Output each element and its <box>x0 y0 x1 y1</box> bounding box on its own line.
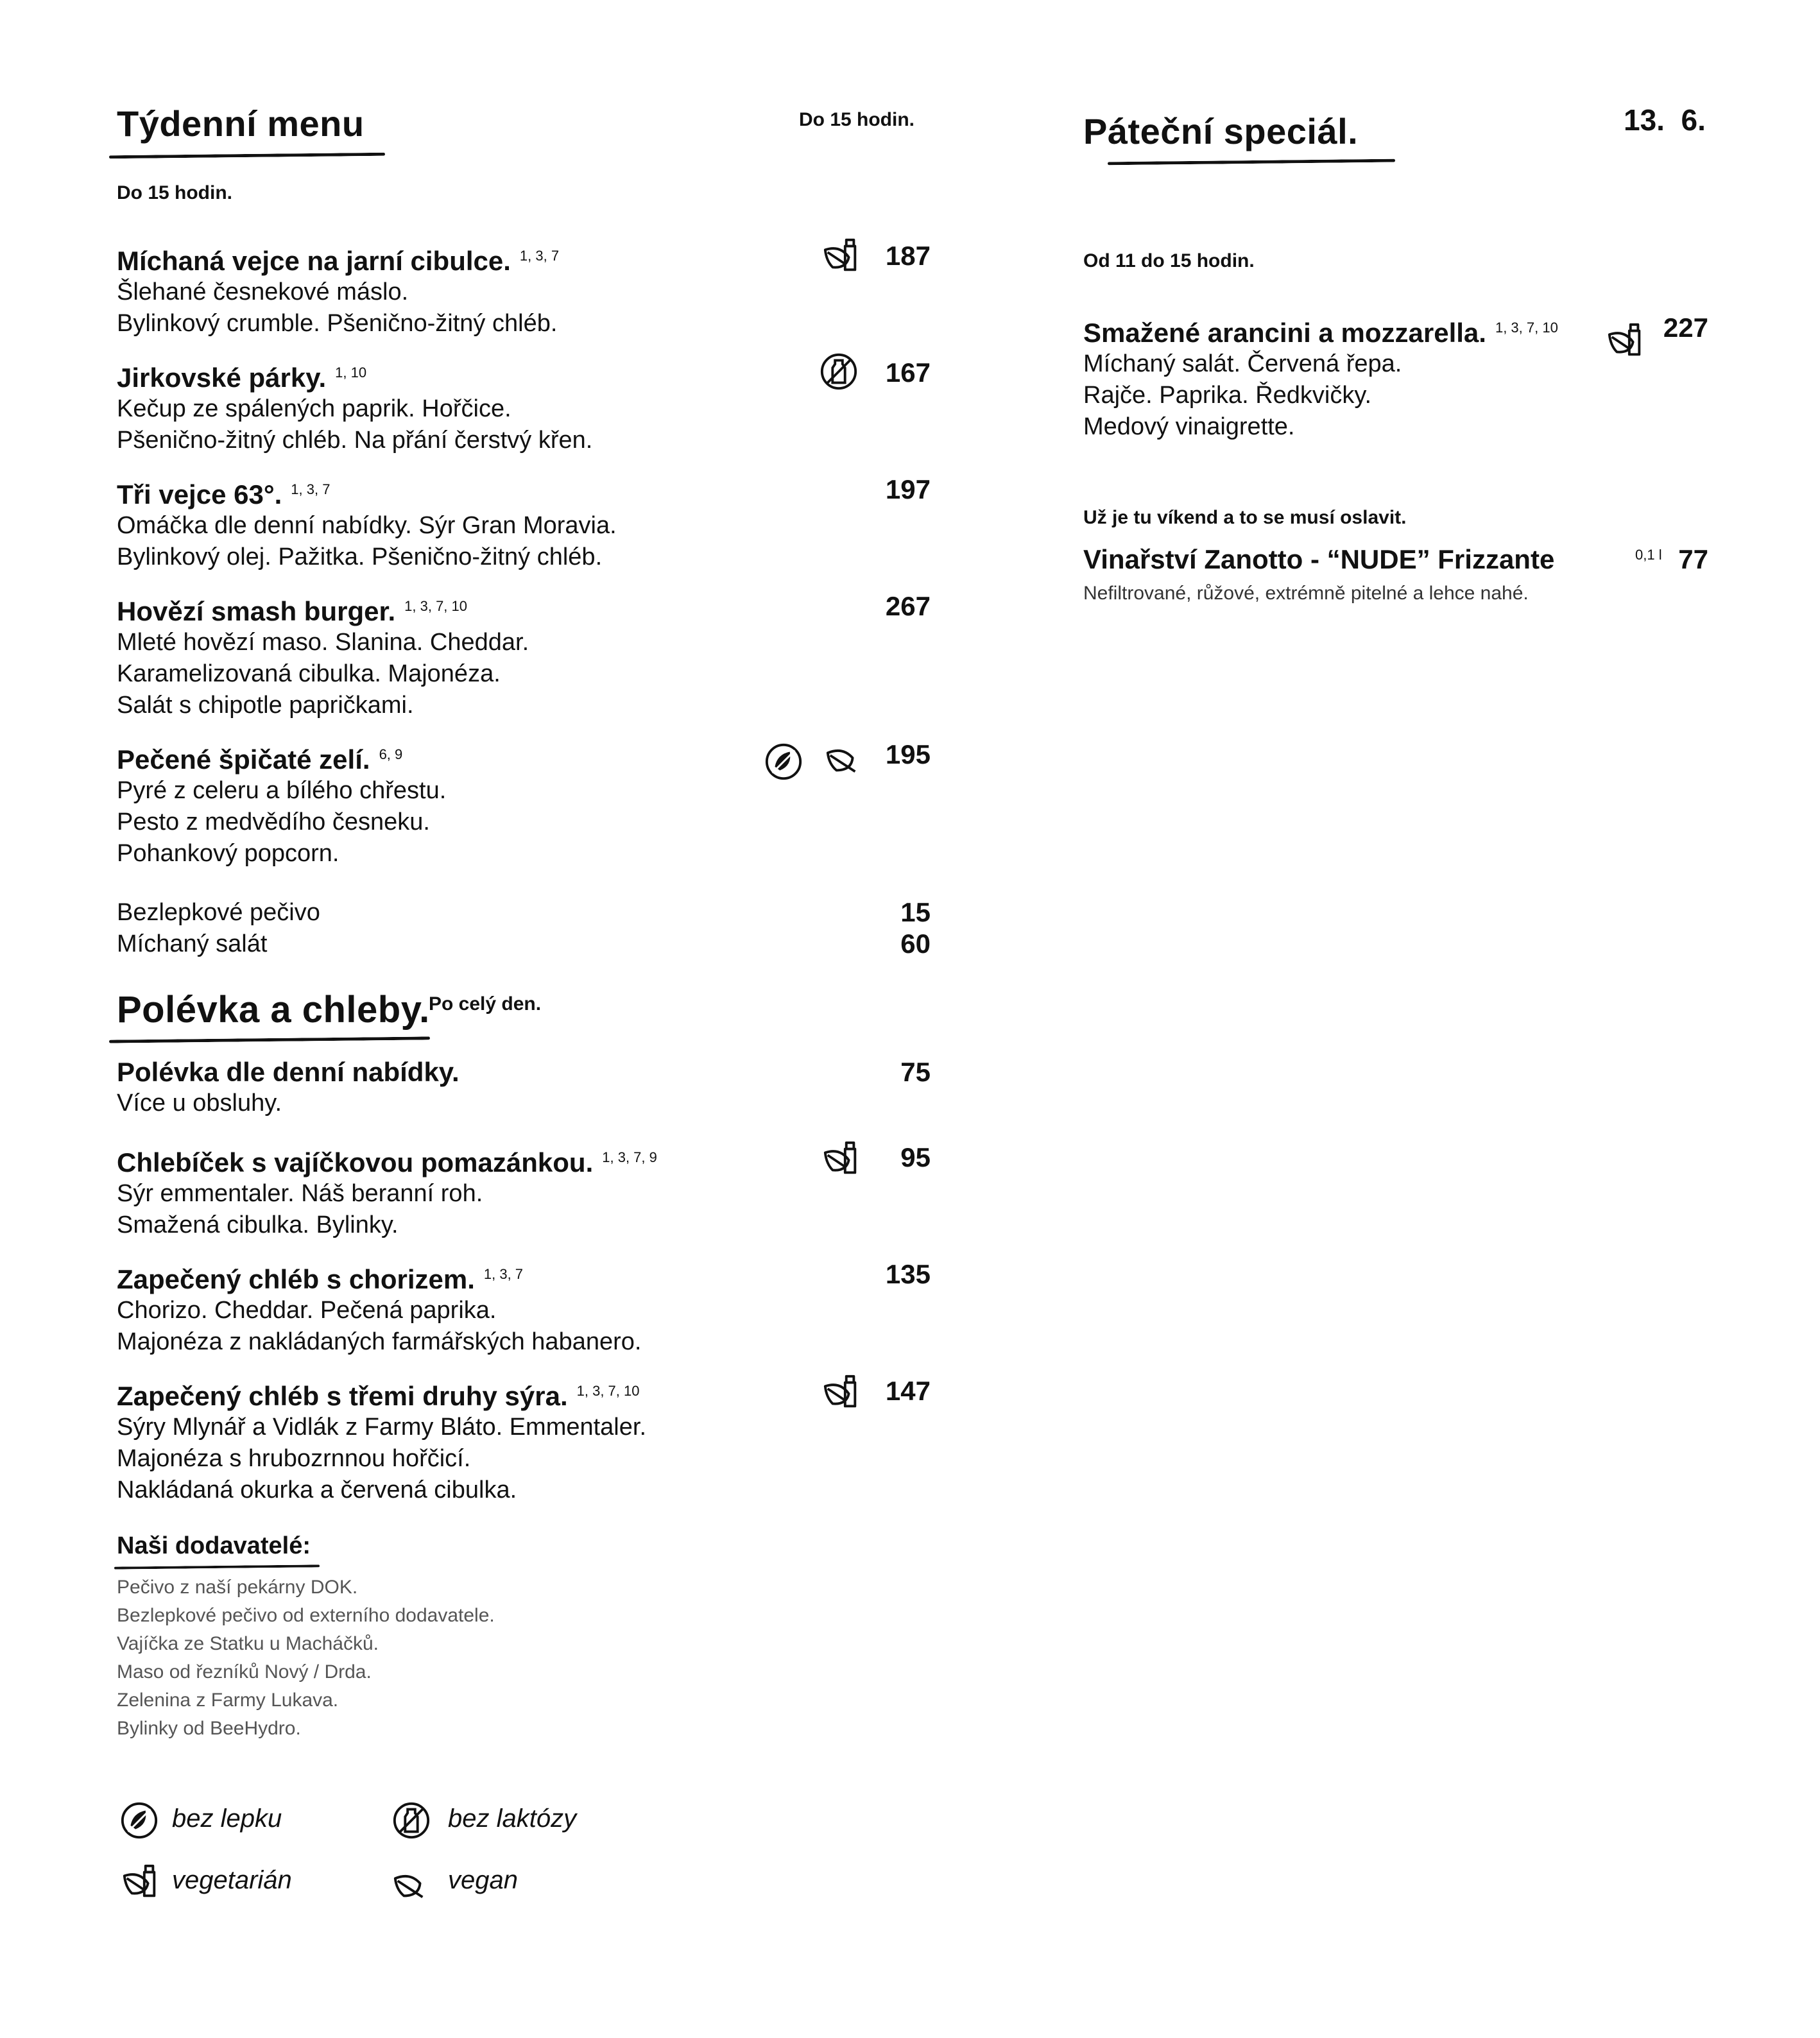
gluten-free-icon <box>764 742 803 782</box>
vegetarian-icon <box>121 1862 160 1902</box>
extra-item-name: Bezlepkové pečivo <box>117 899 320 926</box>
menu-item <box>117 474 932 573</box>
item-price: 267 <box>885 591 931 621</box>
item-desc-line: Chorizo. Cheddar. Pečená paprika. <box>117 1297 497 1324</box>
item-price: 227 <box>1663 313 1708 343</box>
item-name: Hovězí smash burger. <box>117 596 396 626</box>
item-desc-line: Majonéza s hrubozrnnou hořčicí. <box>117 1445 471 1472</box>
item-allergens: 1, 3, 7 <box>291 481 331 497</box>
item-name: Pečené špičaté zelí. <box>117 744 370 775</box>
item-name: Tři vejce 63°. <box>117 479 282 510</box>
vegan-icon <box>391 1865 431 1905</box>
item-allergens: 1, 3, 7 <box>483 1266 524 1282</box>
item-desc-line: Pohankový popcorn. <box>117 840 339 867</box>
item-desc-line: Smažená cibulka. Bylinky. <box>117 1212 399 1238</box>
wine-desc: Nefiltrované, růžové, extrémně pitelné a lehce nahé. <box>1083 583 1529 604</box>
menu-item <box>117 739 932 869</box>
supplier-line: Bezlepkové pečivo od externího dodavatele. <box>117 1605 495 1626</box>
item-desc-line: Bylinkový olej. Pažitka. Pšeničnо-žitný chléb. <box>117 544 603 570</box>
item-desc-line: Omáčka dle denní nabídky. Sýr Gran Moravia. <box>117 512 617 539</box>
item-allergens: 1, 3, 7 <box>519 248 560 264</box>
menu-item <box>117 357 932 456</box>
supplier-line: Zelenina z Farmy Lukava. <box>117 1690 339 1711</box>
wine-price: 77 <box>1678 544 1708 574</box>
extra-item-name: Míchaný salát <box>117 930 268 957</box>
item-desc-line: Šlehané česnekové máslo. <box>117 278 409 305</box>
item-desc-line: Míchaný salát. Červená řepa. <box>1083 350 1402 377</box>
item-name: Zapečený chléb s chorizem. <box>117 1264 475 1294</box>
weekly-hours: Do 15 hodin. <box>117 182 232 203</box>
soups-section-title: Polévka a chleby. <box>117 989 430 1031</box>
legend-label: bez lepku <box>172 1804 282 1833</box>
weekly-hours-top: Do 15 hodin. <box>799 109 914 130</box>
special-item <box>1083 313 1571 443</box>
wine-volume: 0,1 l <box>1635 547 1662 563</box>
supplier-line: Pečivo z naší pekárny DOK. <box>117 1577 358 1598</box>
item-price: 75 <box>900 1057 931 1087</box>
item-price: 147 <box>885 1376 931 1406</box>
item-name: Míchaná vejce na jarní cibulce. <box>117 246 511 276</box>
item-name: Zapečený chléb s třemi druhy sýra. <box>117 1381 568 1411</box>
item-desc-line: Více u obsluhy. <box>117 1090 282 1117</box>
item-desc-line: Pyré z celeru a bílého chřestu. <box>117 777 447 804</box>
suppliers-title: Naši dodavatelé: <box>117 1532 311 1559</box>
special-title: Páteční speciál. <box>1083 111 1359 151</box>
legend-label: bez laktózy <box>448 1804 577 1833</box>
item-desc-line: Pesto z medvědího česneku. <box>117 809 430 835</box>
menu-item <box>117 1259 932 1358</box>
menu-item <box>117 591 932 721</box>
soups-title-underline <box>109 1036 430 1043</box>
item-price: 197 <box>885 474 931 504</box>
soups-hours: Po celý den. <box>429 993 542 1015</box>
item-desc-line: Sýry Mlynář a Vidlák z Farmy Bláto. Emmentaler. <box>117 1414 646 1441</box>
menu-item <box>117 241 932 339</box>
item-name: Jirkovské párky. <box>117 363 327 393</box>
item-desc-line: Salát s chipotle papričkami. <box>117 692 414 719</box>
item-desc-line: Rajče. Paprika. Ředkvičky. <box>1083 382 1372 409</box>
wine-name: Vinařství Zanotto - “NUDE” Frizzante <box>1083 544 1555 574</box>
item-name: Chlebíček s vajíčkovou pomazánkou. <box>117 1147 594 1177</box>
weekly-menu-title: Týdenní menu <box>117 103 365 144</box>
menu-item <box>117 1142 932 1241</box>
special-hours: Od 11 do 15 hodin. <box>1083 250 1255 271</box>
item-name: Smažené arancini a mozzarella. <box>1083 318 1486 348</box>
item-desc-line: Sýr emmentaler. Náš beranní roh. <box>117 1180 483 1207</box>
special-date: 13. 6. <box>1624 103 1706 137</box>
item-desc-line: Karamelizovaná cibulka. Majonéza. <box>117 660 501 687</box>
item-price: 195 <box>885 739 931 769</box>
menu-item <box>117 1057 932 1119</box>
item-desc-line: Kečup ze spálených paprik. Hořčice. <box>117 395 511 422</box>
supplier-line: Vajíčka ze Statku u Macháčků. <box>117 1633 379 1654</box>
special-title-underline <box>1108 159 1395 166</box>
item-name: Polévka dle denní nabídky. <box>117 1057 459 1087</box>
lactose-free-icon <box>391 1801 431 1840</box>
supplier-line: Maso od řezníků Nový / Drda. <box>117 1661 372 1683</box>
item-desc-line: Medový vinaigrette. <box>1083 413 1295 440</box>
item-price: 135 <box>885 1259 931 1289</box>
item-allergens: 6, 9 <box>379 746 403 762</box>
item-price: 167 <box>885 357 931 388</box>
weekly-title-underline <box>109 153 385 159</box>
extra-item-price: 60 <box>900 929 931 959</box>
item-desc-line: Bylinkový crumble. Pšeničnо-žitný chléb. <box>117 310 558 337</box>
weekend-note: Už je tu víkend a to se musí oslavit. <box>1083 507 1407 528</box>
legend-label: vegan <box>448 1866 518 1894</box>
item-desc-line: Mleté hovězí maso. Slanina. Cheddar. <box>117 629 529 656</box>
item-allergens: 1, 3, 7, 10 <box>1495 320 1558 336</box>
legend-label: vegetarián <box>172 1866 292 1894</box>
item-desc-line: Pšeničnо-žitný chléb. Na přání čerstvý křen. <box>117 427 593 454</box>
menu-item <box>117 1376 932 1506</box>
extra-item-price: 15 <box>900 897 931 927</box>
gluten-free-icon <box>119 1801 159 1840</box>
supplier-line: Bylinky od BeeHydro. <box>117 1718 301 1739</box>
item-allergens: 1, 3, 7, 10 <box>404 598 468 614</box>
item-desc-line: Majonéza z nakládaných farmářských habanero. <box>117 1328 642 1355</box>
item-price: 187 <box>885 241 931 271</box>
item-desc-line: Nakládaná okurka a červená cibulka. <box>117 1477 517 1503</box>
item-allergens: 1, 3, 7, 9 <box>602 1149 657 1165</box>
item-price: 95 <box>900 1142 931 1172</box>
item-allergens: 1, 10 <box>335 364 367 381</box>
suppliers-title-underline <box>114 1564 320 1569</box>
item-allergens: 1, 3, 7, 10 <box>576 1383 640 1399</box>
